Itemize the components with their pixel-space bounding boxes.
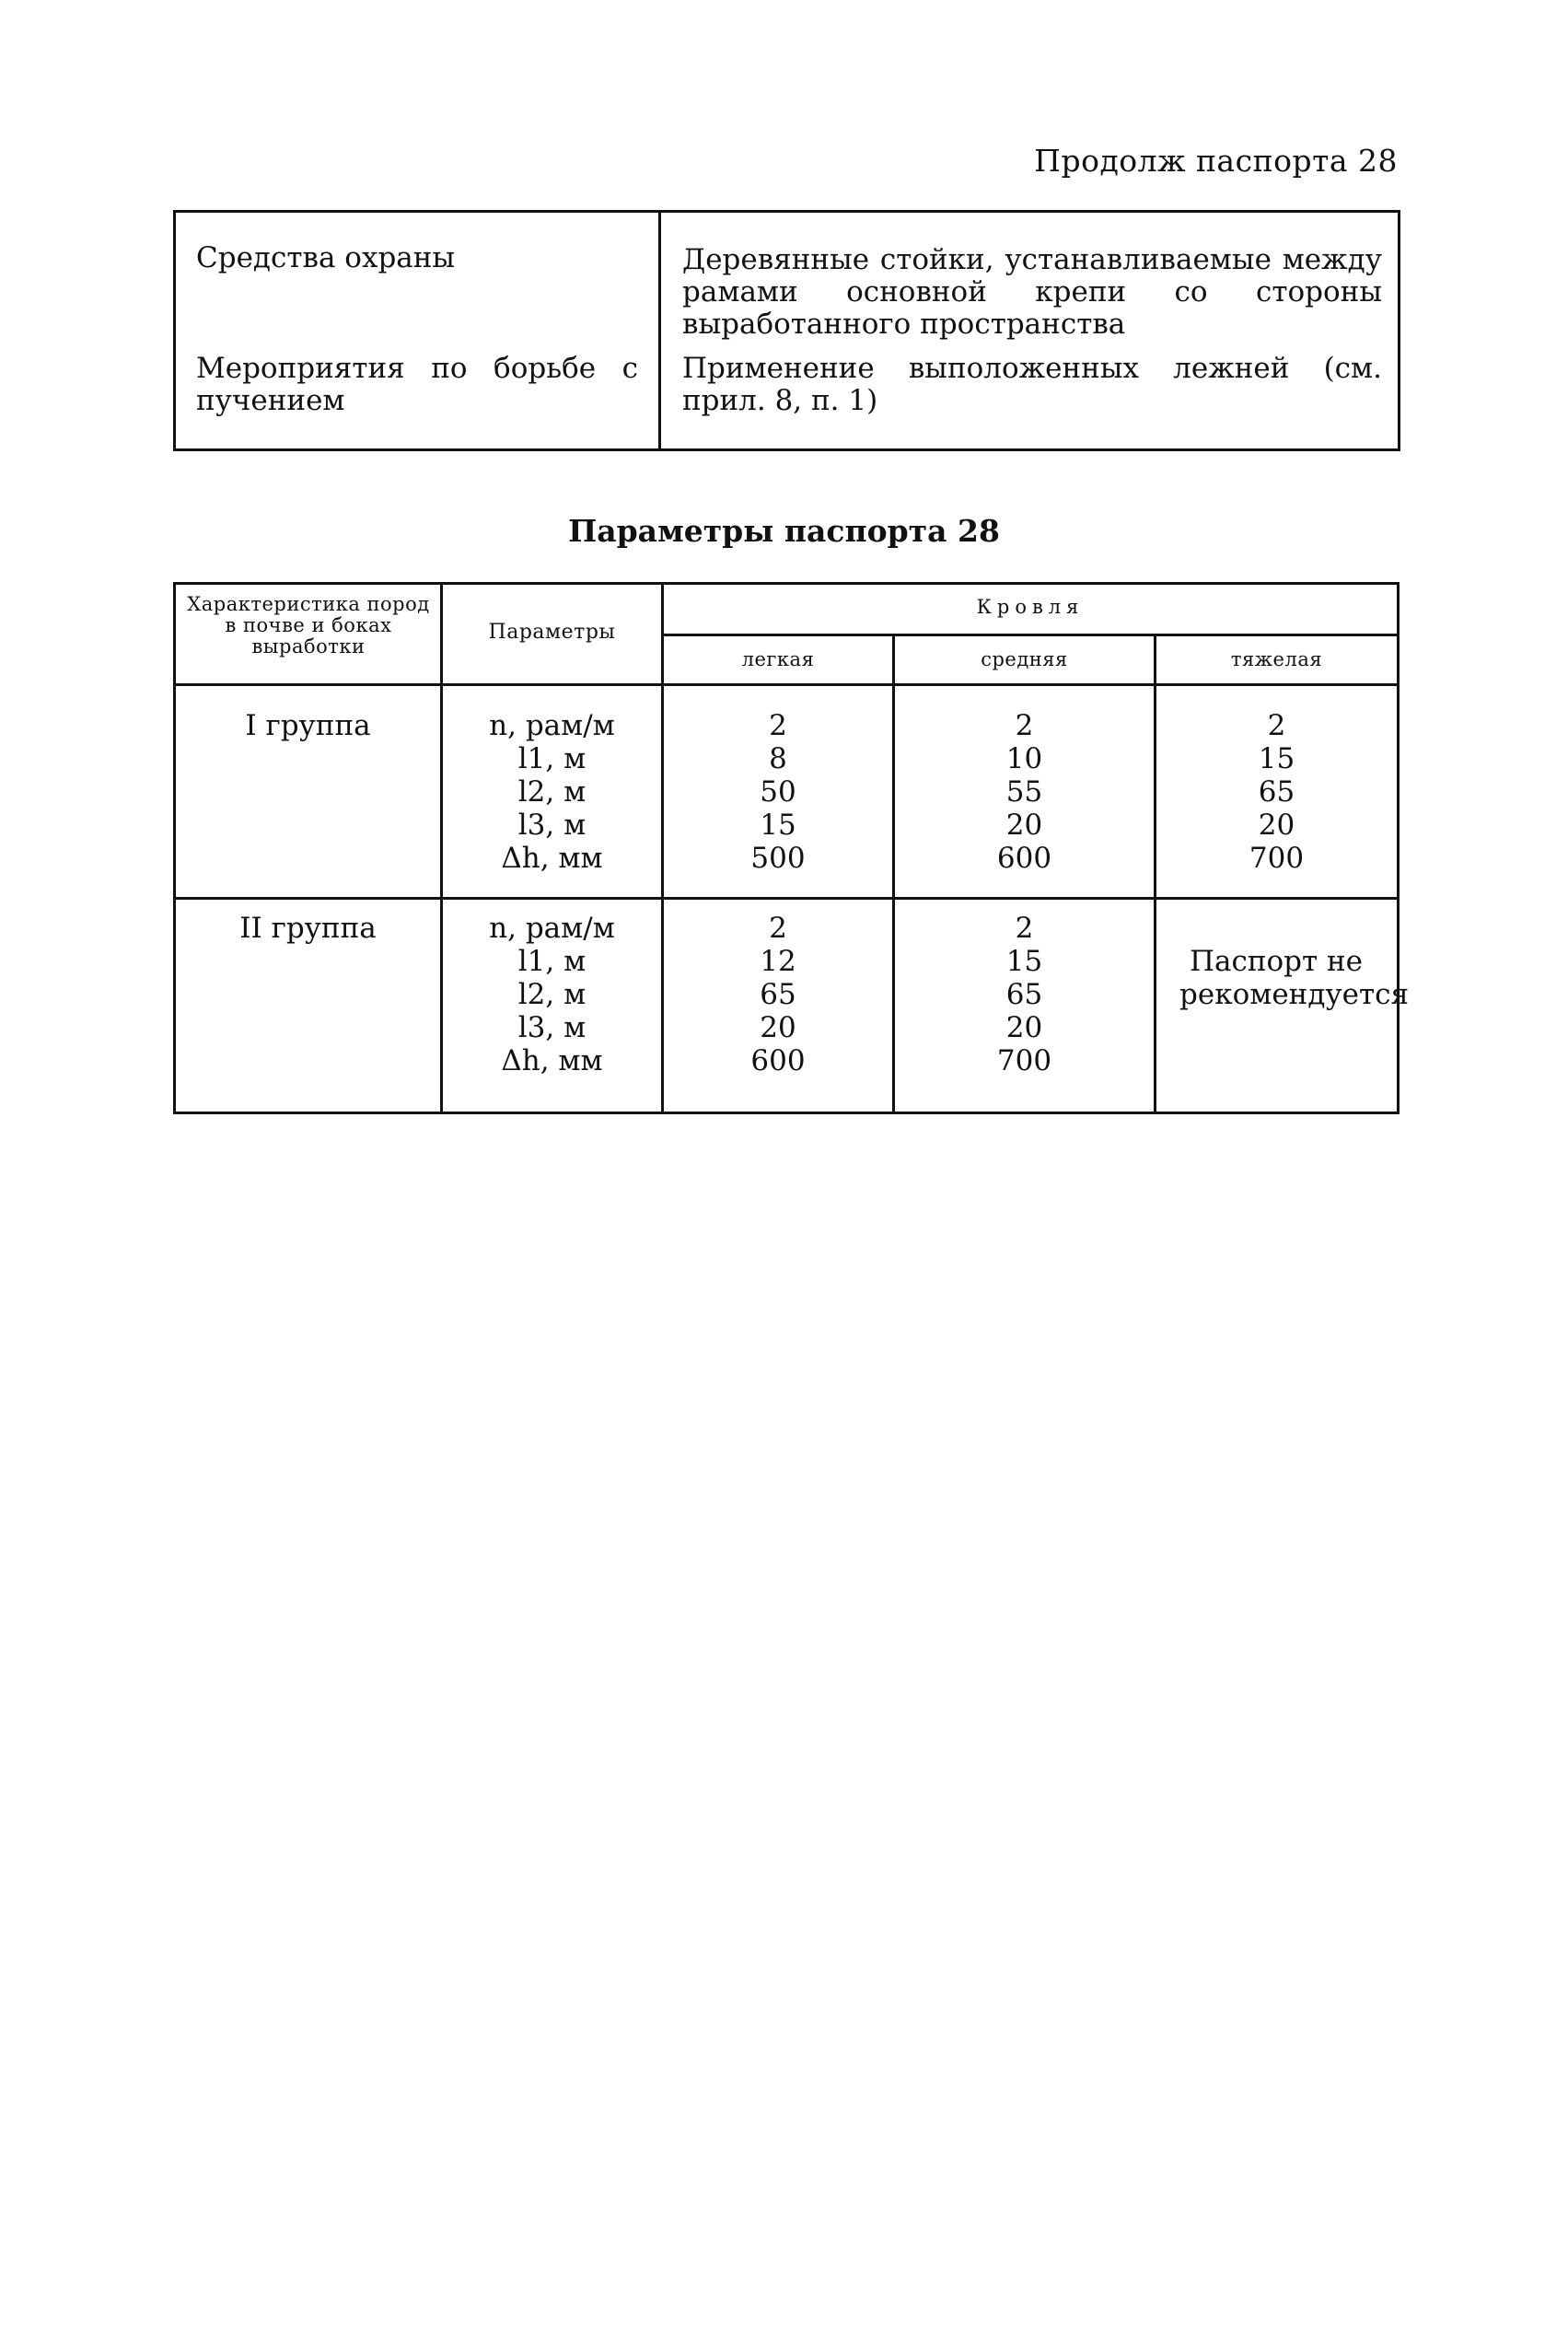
heave-label: Мероприятия по борьбе с пучением [196, 352, 638, 417]
value-cell: 15 [1005, 945, 1043, 978]
row-divider [176, 683, 1397, 686]
param-l3: l3, м [517, 809, 587, 842]
param-dh: Δh, мм [501, 842, 603, 875]
light-values [664, 912, 892, 1077]
value-cell: 700 [996, 1044, 1052, 1077]
medium-values [895, 912, 1154, 1077]
value-cell: 50 [760, 775, 796, 809]
param-n: n, рам/м [489, 709, 615, 742]
params-table [173, 582, 1410, 1114]
value-cell: 15 [1258, 742, 1295, 775]
value-cell: 65 [1005, 978, 1043, 1011]
param-dh: Δh, мм [501, 1044, 603, 1077]
heave-value: Применение выположенных лежней (см. прил. 8, п. 1) [682, 352, 1382, 417]
value-cell: 2 [1015, 912, 1034, 945]
value-cell: 2 [769, 709, 787, 742]
continuation-header: Продолж паспорта 28 [1034, 143, 1398, 179]
light-values [664, 709, 892, 875]
value-cell: 600 [996, 842, 1052, 875]
value-cell: 65 [760, 978, 796, 1011]
param-n: n, рам/м [489, 912, 615, 945]
param-l1: l1, м [517, 742, 587, 775]
value-cell: 700 [1249, 842, 1305, 875]
param-l2: l2, м [517, 775, 587, 809]
row-divider [176, 897, 1397, 900]
value-cell: 55 [1005, 775, 1043, 809]
value-cell: 600 [750, 1044, 806, 1077]
value-cell: 20 [760, 1011, 796, 1044]
row-divider [661, 634, 1397, 636]
value-cell: 15 [760, 809, 796, 842]
param-l3: l3, м [517, 1011, 587, 1044]
value-cell: 12 [760, 945, 796, 978]
param-l1: l1, м [517, 945, 587, 978]
group-name: II группа [239, 912, 377, 945]
header-medium: средняя [981, 648, 1068, 670]
protection-label: Средства охраны [196, 241, 456, 274]
protection-value: Деревянные стойки, устанавливаемые между рамами основной крепи со стороны выработанного пространства [682, 243, 1382, 341]
header-heavy: тяжелая [1230, 648, 1323, 670]
heavy-values [1156, 709, 1397, 875]
value-cell: 500 [750, 842, 806, 875]
header-rock: Характеристика пород в почве и боках выработки [187, 593, 430, 658]
group-name: I группа [245, 709, 371, 742]
value-cell: 65 [1258, 775, 1295, 809]
protection-table [173, 210, 1400, 451]
table-divider [658, 213, 661, 448]
medium-values [895, 709, 1154, 875]
value-cell: 2 [1267, 709, 1286, 742]
value-cell: 2 [769, 912, 787, 945]
value-cell: 20 [1005, 809, 1043, 842]
header-params: Параметры [488, 621, 616, 644]
value-cell: 20 [1005, 1011, 1043, 1044]
params-table-title: Параметры паспорта 28 [568, 513, 1000, 549]
group-params [443, 709, 661, 875]
header-roof: Кровля [976, 596, 1085, 618]
param-l2: l2, м [517, 978, 587, 1011]
value-cell: 20 [1258, 809, 1295, 842]
value-cell: 2 [1015, 709, 1034, 742]
value-cell: 10 [1005, 742, 1043, 775]
heavy-note: Паспорт не рекомендуется [1179, 945, 1410, 1011]
value-cell: 8 [769, 742, 787, 775]
group-params [443, 912, 661, 1077]
header-light: легкая [741, 648, 815, 670]
